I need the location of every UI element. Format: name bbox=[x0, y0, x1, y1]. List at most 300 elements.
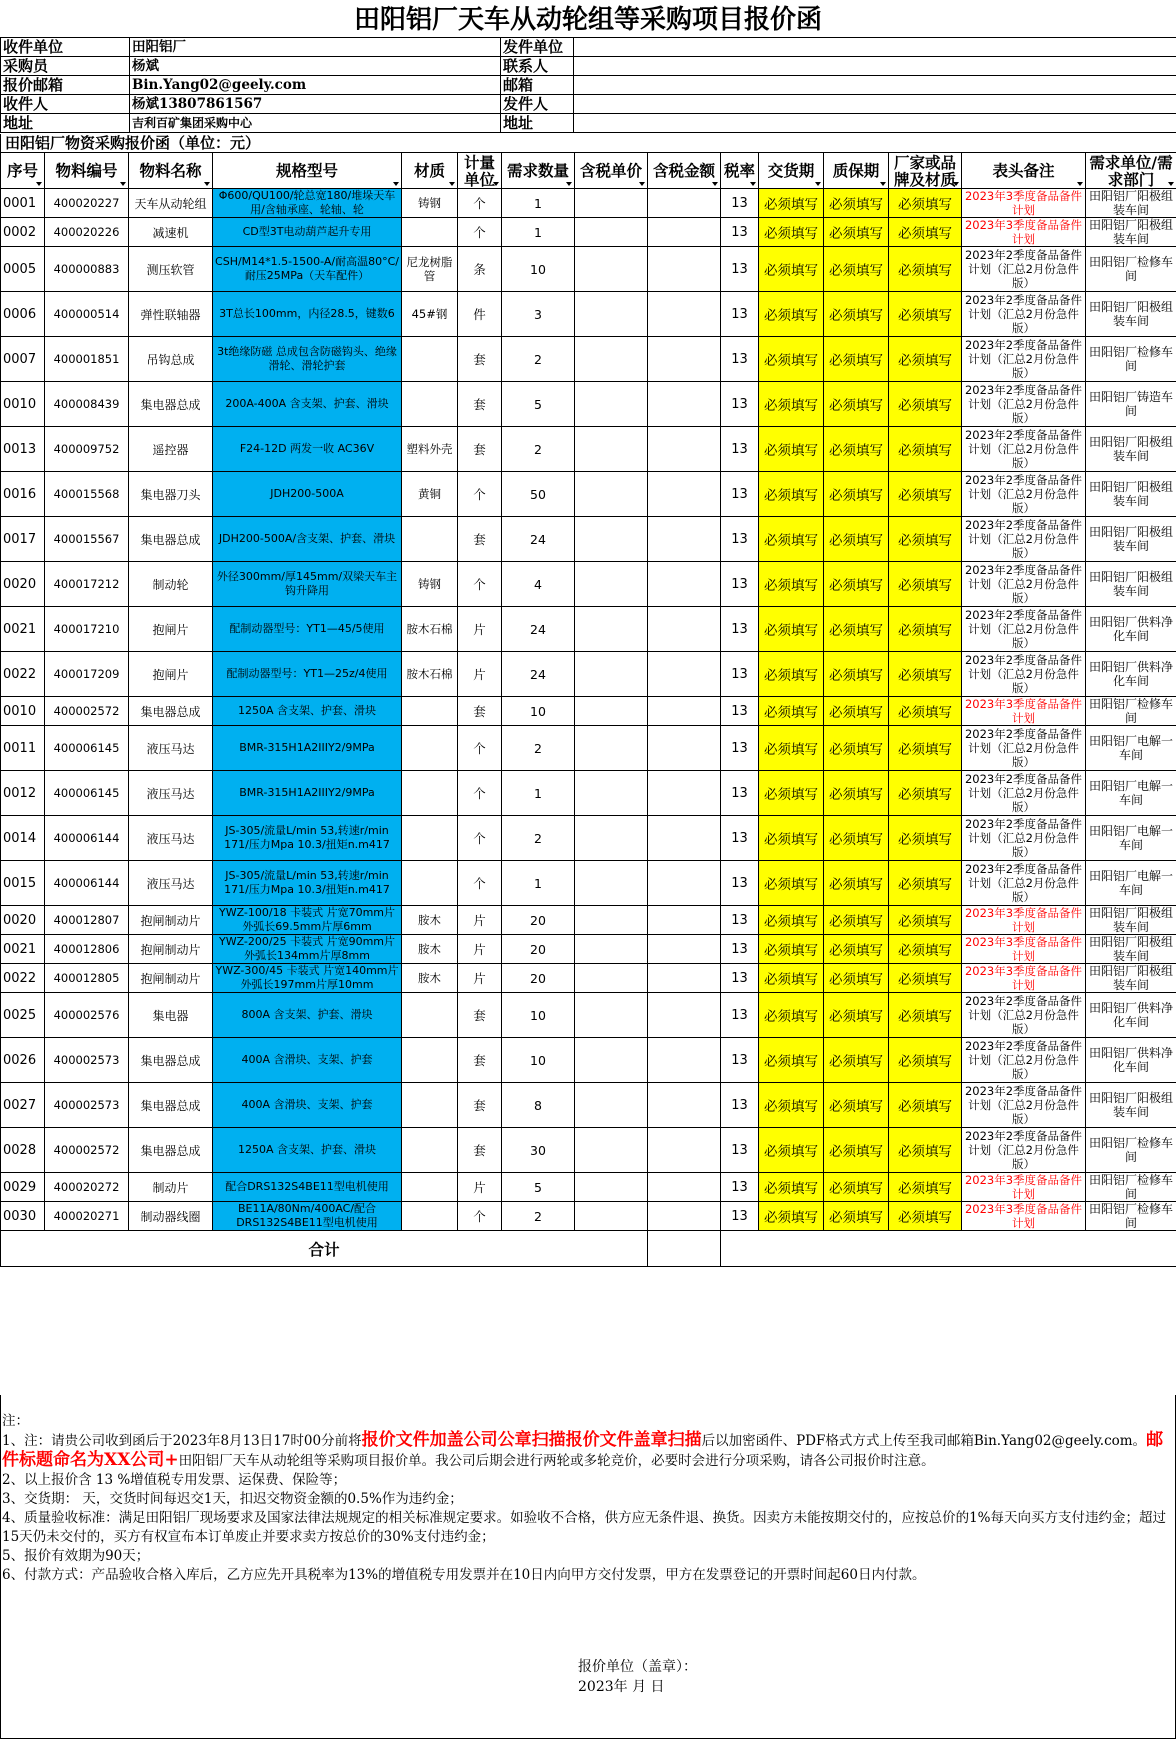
cell-material[interactable] bbox=[402, 337, 458, 382]
filter-dropdown-icon[interactable] bbox=[750, 182, 756, 186]
cell-seq[interactable]: 0022 bbox=[1, 964, 45, 993]
cell-tax[interactable]: 13 bbox=[721, 562, 759, 607]
cell-warranty[interactable]: 必须填写 bbox=[824, 816, 889, 861]
cell-name[interactable]: 制动轮 bbox=[129, 562, 213, 607]
buyer-value[interactable]: 杨斌 bbox=[130, 57, 501, 76]
cell-seq[interactable]: 0022 bbox=[1, 652, 45, 697]
cell-amount[interactable] bbox=[648, 189, 721, 218]
cell-price[interactable] bbox=[575, 472, 648, 517]
cell-qty[interactable]: 1 bbox=[502, 771, 575, 816]
cell-name[interactable]: 集电器总成 bbox=[129, 1038, 213, 1083]
cell-brand[interactable]: 必须填写 bbox=[889, 382, 962, 427]
cell-code[interactable]: 400002572 bbox=[45, 1128, 129, 1173]
cell-qty[interactable]: 5 bbox=[502, 1173, 575, 1202]
cell-seq[interactable]: 0002 bbox=[1, 218, 45, 247]
cell-unit[interactable]: 片 bbox=[458, 652, 502, 697]
cell-warranty[interactable]: 必须填写 bbox=[824, 337, 889, 382]
cell-dept[interactable]: 田阳铝厂供料净化车间 bbox=[1086, 1038, 1176, 1083]
cell-unit[interactable]: 个 bbox=[458, 726, 502, 771]
cell-name[interactable]: 吊钩总成 bbox=[129, 337, 213, 382]
cell-brand[interactable]: 必须填写 bbox=[889, 1038, 962, 1083]
cell-name[interactable]: 集电器总成 bbox=[129, 1083, 213, 1128]
cell-price[interactable] bbox=[575, 1128, 648, 1173]
cell-spec[interactable]: JS-305/流量L/min 53,转速r/min 171/压力Mpa 10.3/扭矩n.m417 bbox=[213, 816, 402, 861]
cell-price[interactable] bbox=[575, 562, 648, 607]
cell-tax[interactable]: 13 bbox=[721, 337, 759, 382]
recipient-value[interactable]: 杨斌13807861567 bbox=[130, 95, 501, 114]
cell-name[interactable]: 测压软管 bbox=[129, 247, 213, 292]
cell-price[interactable] bbox=[575, 771, 648, 816]
cell-name[interactable]: 集电器 bbox=[129, 993, 213, 1038]
cell-note[interactable]: 2023年2季度备品备件计划（汇总2月份急件版） bbox=[962, 1038, 1086, 1083]
cell-note[interactable]: 2023年3季度备品备件计划 bbox=[962, 218, 1086, 247]
cell-unit[interactable]: 件 bbox=[458, 292, 502, 337]
cell-qty[interactable]: 10 bbox=[502, 247, 575, 292]
cell-qty[interactable]: 5 bbox=[502, 382, 575, 427]
cell-name[interactable]: 集电器总成 bbox=[129, 517, 213, 562]
cell-material[interactable] bbox=[402, 1128, 458, 1173]
cell-amount[interactable] bbox=[648, 906, 721, 935]
cell-amount[interactable] bbox=[648, 218, 721, 247]
cell-code[interactable]: 400020271 bbox=[45, 1202, 129, 1231]
cell-name[interactable]: 制动片 bbox=[129, 1173, 213, 1202]
cell-code[interactable]: 400002573 bbox=[45, 1083, 129, 1128]
filter-dropdown-icon[interactable] bbox=[393, 182, 399, 186]
cell-unit[interactable]: 个 bbox=[458, 771, 502, 816]
cell-code[interactable]: 400008439 bbox=[45, 382, 129, 427]
cell-warranty[interactable]: 必须填写 bbox=[824, 472, 889, 517]
cell-tax[interactable]: 13 bbox=[721, 964, 759, 993]
filter-dropdown-icon[interactable] bbox=[815, 182, 821, 186]
filter-dropdown-icon[interactable] bbox=[449, 182, 455, 186]
cell-code[interactable]: 400020227 bbox=[45, 189, 129, 218]
cell-delivery[interactable]: 必须填写 bbox=[759, 697, 824, 726]
cell-warranty[interactable]: 必须填写 bbox=[824, 517, 889, 562]
cell-delivery[interactable]: 必须填写 bbox=[759, 472, 824, 517]
cell-brand[interactable]: 必须填写 bbox=[889, 993, 962, 1038]
cell-note[interactable]: 2023年3季度备品备件计划 bbox=[962, 189, 1086, 218]
cell-amount[interactable] bbox=[648, 652, 721, 697]
cell-tax[interactable]: 13 bbox=[721, 652, 759, 697]
cell-delivery[interactable]: 必须填写 bbox=[759, 726, 824, 771]
cell-warranty[interactable]: 必须填写 bbox=[824, 697, 889, 726]
cell-unit[interactable]: 片 bbox=[458, 1173, 502, 1202]
cell-brand[interactable]: 必须填写 bbox=[889, 247, 962, 292]
cell-spec[interactable]: 配制动器型号：YT1—25z/4使用 bbox=[213, 652, 402, 697]
cell-price[interactable] bbox=[575, 935, 648, 964]
email-value[interactable] bbox=[574, 76, 1176, 95]
cell-seq[interactable]: 0030 bbox=[1, 1202, 45, 1231]
cell-spec[interactable]: BE11A/80Nm/400AC/配合DRS132S4BE11型电机使用 bbox=[213, 1202, 402, 1231]
cell-code[interactable]: 400009752 bbox=[45, 427, 129, 472]
cell-note[interactable]: 2023年3季度备品备件计划 bbox=[962, 935, 1086, 964]
cell-dept[interactable]: 田阳铝厂阳极组装车间 bbox=[1086, 427, 1176, 472]
cell-delivery[interactable]: 必须填写 bbox=[759, 189, 824, 218]
cell-dept[interactable]: 田阳铝厂供料净化车间 bbox=[1086, 652, 1176, 697]
col-seq-header[interactable] bbox=[1, 153, 45, 189]
cell-amount[interactable] bbox=[648, 562, 721, 607]
cell-price[interactable] bbox=[575, 1173, 648, 1202]
col-delivery-header[interactable] bbox=[759, 153, 824, 189]
cell-delivery[interactable]: 必须填写 bbox=[759, 816, 824, 861]
col-dept-header[interactable] bbox=[1086, 153, 1176, 189]
cell-material[interactable] bbox=[402, 726, 458, 771]
cell-qty[interactable]: 4 bbox=[502, 562, 575, 607]
cell-seq[interactable]: 0013 bbox=[1, 427, 45, 472]
filter-dropdown-icon[interactable] bbox=[120, 182, 126, 186]
cell-seq[interactable]: 0029 bbox=[1, 1173, 45, 1202]
cell-note[interactable]: 2023年2季度备品备件计划（汇总2月份急件版） bbox=[962, 652, 1086, 697]
cell-material[interactable] bbox=[402, 517, 458, 562]
cell-delivery[interactable]: 必须填写 bbox=[759, 337, 824, 382]
cell-code[interactable]: 400001851 bbox=[45, 337, 129, 382]
cell-brand[interactable]: 必须填写 bbox=[889, 771, 962, 816]
filter-dropdown-icon[interactable] bbox=[1168, 182, 1174, 186]
cell-delivery[interactable]: 必须填写 bbox=[759, 517, 824, 562]
cell-note[interactable]: 2023年2季度备品备件计划（汇总2月份急件版） bbox=[962, 427, 1086, 472]
cell-tax[interactable]: 13 bbox=[721, 382, 759, 427]
filter-dropdown-icon[interactable] bbox=[36, 182, 42, 186]
cell-name[interactable]: 天车从动轮组 bbox=[129, 189, 213, 218]
cell-price[interactable] bbox=[575, 382, 648, 427]
cell-delivery[interactable]: 必须填写 bbox=[759, 964, 824, 993]
cell-qty[interactable]: 24 bbox=[502, 652, 575, 697]
cell-spec[interactable]: 400A 含滑块、支架、护套 bbox=[213, 1083, 402, 1128]
cell-spec[interactable]: YWZ-100/18 卡装式 片宽70mm片外弧长69.5mm片厚6mm bbox=[213, 906, 402, 935]
cell-note[interactable]: 2023年2季度备品备件计划（汇总2月份急件版） bbox=[962, 337, 1086, 382]
cell-name[interactable]: 液压马达 bbox=[129, 771, 213, 816]
cell-dept[interactable]: 田阳铝厂阳极组装车间 bbox=[1086, 562, 1176, 607]
cell-qty[interactable]: 2 bbox=[502, 427, 575, 472]
cell-dept[interactable]: 田阳铝厂阳极组装车间 bbox=[1086, 964, 1176, 993]
cell-brand[interactable]: 必须填写 bbox=[889, 607, 962, 652]
cell-price[interactable] bbox=[575, 964, 648, 993]
cell-seq[interactable]: 0026 bbox=[1, 1038, 45, 1083]
col-qty-header[interactable] bbox=[502, 153, 575, 189]
cell-name[interactable]: 抱闸制动片 bbox=[129, 906, 213, 935]
cell-delivery[interactable]: 必须填写 bbox=[759, 427, 824, 472]
cell-delivery[interactable]: 必须填写 bbox=[759, 1202, 824, 1231]
cell-material[interactable]: 胺木 bbox=[402, 964, 458, 993]
cell-tax[interactable]: 13 bbox=[721, 247, 759, 292]
contact-value[interactable] bbox=[574, 57, 1176, 76]
cell-tax[interactable]: 13 bbox=[721, 993, 759, 1038]
cell-qty[interactable]: 10 bbox=[502, 993, 575, 1038]
cell-brand[interactable]: 必须填写 bbox=[889, 1202, 962, 1231]
cell-code[interactable]: 400002573 bbox=[45, 1038, 129, 1083]
cell-warranty[interactable]: 必须填写 bbox=[824, 562, 889, 607]
cell-name[interactable]: 液压马达 bbox=[129, 816, 213, 861]
filter-dropdown-icon[interactable] bbox=[712, 182, 718, 186]
cell-warranty[interactable]: 必须填写 bbox=[824, 771, 889, 816]
cell-spec[interactable]: 外径300mm/厚145mm/双梁天车主钩升降用 bbox=[213, 562, 402, 607]
cell-note[interactable]: 2023年2季度备品备件计划（汇总2月份急件版） bbox=[962, 726, 1086, 771]
cell-spec[interactable]: F24-12D 两发一收 AC36V bbox=[213, 427, 402, 472]
cell-qty[interactable]: 30 bbox=[502, 1128, 575, 1173]
cell-tax[interactable]: 13 bbox=[721, 472, 759, 517]
cell-warranty[interactable]: 必须填写 bbox=[824, 993, 889, 1038]
cell-spec[interactable]: JS-305/流量L/min 53,转速r/min 171/压力Mpa 10.3/扭矩n.m417 bbox=[213, 861, 402, 906]
cell-note[interactable]: 2023年2季度备品备件计划（汇总2月份急件版） bbox=[962, 771, 1086, 816]
cell-dept[interactable]: 田阳铝厂检修车间 bbox=[1086, 1173, 1176, 1202]
cell-amount[interactable] bbox=[648, 993, 721, 1038]
cell-warranty[interactable]: 必须填写 bbox=[824, 1038, 889, 1083]
cell-price[interactable] bbox=[575, 1038, 648, 1083]
cell-seq[interactable]: 0027 bbox=[1, 1083, 45, 1128]
cell-code[interactable]: 400000514 bbox=[45, 292, 129, 337]
cell-material[interactable]: 胺木 bbox=[402, 906, 458, 935]
filter-dropdown-icon[interactable] bbox=[880, 182, 886, 186]
cell-spec[interactable]: CSH/M14*1.5-1500-A/耐高温80°C/耐压25MPa（天车配件） bbox=[213, 247, 402, 292]
cell-qty[interactable]: 10 bbox=[502, 697, 575, 726]
cell-price[interactable] bbox=[575, 218, 648, 247]
col-spec-header[interactable] bbox=[213, 153, 402, 189]
cell-dept[interactable]: 田阳铝厂阳极组装车间 bbox=[1086, 189, 1176, 218]
cell-name[interactable]: 液压马达 bbox=[129, 861, 213, 906]
cell-note[interactable]: 2023年3季度备品备件计划 bbox=[962, 964, 1086, 993]
cell-name[interactable]: 集电器总成 bbox=[129, 1128, 213, 1173]
cell-name[interactable]: 抱闸片 bbox=[129, 652, 213, 697]
cell-dept[interactable]: 田阳铝厂铸造车间 bbox=[1086, 382, 1176, 427]
cell-code[interactable]: 400012806 bbox=[45, 935, 129, 964]
filter-dropdown-icon[interactable] bbox=[493, 182, 499, 186]
cell-amount[interactable] bbox=[648, 935, 721, 964]
cell-amount[interactable] bbox=[648, 964, 721, 993]
cell-code[interactable]: 400002576 bbox=[45, 993, 129, 1038]
cell-price[interactable] bbox=[575, 993, 648, 1038]
cell-name[interactable]: 制动器线圈 bbox=[129, 1202, 213, 1231]
cell-spec[interactable]: 200A-400A 含支架、护套、滑块 bbox=[213, 382, 402, 427]
cell-material[interactable]: 胺木石棉 bbox=[402, 607, 458, 652]
cell-tax[interactable]: 13 bbox=[721, 427, 759, 472]
cell-delivery[interactable]: 必须填写 bbox=[759, 247, 824, 292]
cell-material[interactable]: 塑料外壳 bbox=[402, 427, 458, 472]
cell-tax[interactable]: 13 bbox=[721, 697, 759, 726]
cell-unit[interactable]: 片 bbox=[458, 607, 502, 652]
cell-amount[interactable] bbox=[648, 247, 721, 292]
cell-note[interactable]: 2023年2季度备品备件计划（汇总2月份急件版） bbox=[962, 382, 1086, 427]
cell-dept[interactable]: 田阳铝厂阳极组装车间 bbox=[1086, 292, 1176, 337]
address2-value[interactable] bbox=[574, 114, 1176, 133]
cell-tax[interactable]: 13 bbox=[721, 1128, 759, 1173]
cell-price[interactable] bbox=[575, 816, 648, 861]
cell-code[interactable]: 400006144 bbox=[45, 861, 129, 906]
cell-qty[interactable]: 24 bbox=[502, 607, 575, 652]
cell-delivery[interactable]: 必须填写 bbox=[759, 607, 824, 652]
cell-code[interactable]: 400020272 bbox=[45, 1173, 129, 1202]
cell-spec[interactable]: 800A 含支架、护套、滑块 bbox=[213, 993, 402, 1038]
cell-qty[interactable]: 1 bbox=[502, 218, 575, 247]
cell-material[interactable] bbox=[402, 861, 458, 906]
cell-note[interactable]: 2023年2季度备品备件计划（汇总2月份急件版） bbox=[962, 1083, 1086, 1128]
quote-email-value[interactable]: Bin.Yang02@geely.com bbox=[130, 76, 501, 95]
cell-warranty[interactable]: 必须填写 bbox=[824, 906, 889, 935]
cell-unit[interactable]: 套 bbox=[458, 337, 502, 382]
cell-spec[interactable]: CD型3T电动葫芦起升专用 bbox=[213, 218, 402, 247]
cell-seq[interactable]: 0010 bbox=[1, 382, 45, 427]
cell-note[interactable]: 2023年3季度备品备件计划 bbox=[962, 1202, 1086, 1231]
cell-delivery[interactable]: 必须填写 bbox=[759, 1128, 824, 1173]
cell-tax[interactable]: 13 bbox=[721, 816, 759, 861]
cell-spec[interactable]: 3t绝缘防磁 总成包含防磁钩头、绝缘滑轮、滑轮护套 bbox=[213, 337, 402, 382]
cell-material[interactable]: 铸钢 bbox=[402, 189, 458, 218]
cell-code[interactable]: 400012805 bbox=[45, 964, 129, 993]
col-price-header[interactable] bbox=[575, 153, 648, 189]
cell-material[interactable]: 45#钢 bbox=[402, 292, 458, 337]
cell-dept[interactable]: 田阳铝厂检修车间 bbox=[1086, 1128, 1176, 1173]
cell-unit[interactable]: 个 bbox=[458, 189, 502, 218]
cell-dept[interactable]: 田阳铝厂检修车间 bbox=[1086, 337, 1176, 382]
cell-note[interactable]: 2023年2季度备品备件计划（汇总2月份急件版） bbox=[962, 816, 1086, 861]
cell-amount[interactable] bbox=[648, 771, 721, 816]
cell-amount[interactable] bbox=[648, 1202, 721, 1231]
cell-name[interactable]: 减速机 bbox=[129, 218, 213, 247]
cell-unit[interactable]: 套 bbox=[458, 1083, 502, 1128]
cell-warranty[interactable]: 必须填写 bbox=[824, 652, 889, 697]
cell-code[interactable]: 400020226 bbox=[45, 218, 129, 247]
cell-brand[interactable]: 必须填写 bbox=[889, 337, 962, 382]
cell-name[interactable]: 抱闸片 bbox=[129, 607, 213, 652]
cell-tax[interactable]: 13 bbox=[721, 1202, 759, 1231]
cell-price[interactable] bbox=[575, 247, 648, 292]
cell-dept[interactable]: 田阳铝厂阳极组装车间 bbox=[1086, 906, 1176, 935]
cell-amount[interactable] bbox=[648, 517, 721, 562]
cell-warranty[interactable]: 必须填写 bbox=[824, 189, 889, 218]
cell-amount[interactable] bbox=[648, 607, 721, 652]
cell-amount[interactable] bbox=[648, 697, 721, 726]
cell-warranty[interactable]: 必须填写 bbox=[824, 292, 889, 337]
cell-brand[interactable]: 必须填写 bbox=[889, 906, 962, 935]
cell-brand[interactable]: 必须填写 bbox=[889, 1173, 962, 1202]
cell-price[interactable] bbox=[575, 189, 648, 218]
cell-amount[interactable] bbox=[648, 816, 721, 861]
cell-material[interactable] bbox=[402, 218, 458, 247]
cell-note[interactable]: 2023年3季度备品备件计划 bbox=[962, 1173, 1086, 1202]
cell-note[interactable]: 2023年3季度备品备件计划 bbox=[962, 697, 1086, 726]
cell-dept[interactable]: 田阳铝厂检修车间 bbox=[1086, 1202, 1176, 1231]
cell-tax[interactable]: 13 bbox=[721, 218, 759, 247]
cell-code[interactable]: 400002572 bbox=[45, 697, 129, 726]
cell-warranty[interactable]: 必须填写 bbox=[824, 607, 889, 652]
cell-seq[interactable]: 0011 bbox=[1, 726, 45, 771]
cell-unit[interactable]: 个 bbox=[458, 472, 502, 517]
cell-unit[interactable]: 片 bbox=[458, 935, 502, 964]
cell-amount[interactable] bbox=[648, 292, 721, 337]
cell-tax[interactable]: 13 bbox=[721, 726, 759, 771]
cell-code[interactable]: 400006145 bbox=[45, 771, 129, 816]
cell-qty[interactable]: 3 bbox=[502, 292, 575, 337]
cell-qty[interactable]: 20 bbox=[502, 906, 575, 935]
cell-tax[interactable]: 13 bbox=[721, 607, 759, 652]
cell-note[interactable]: 2023年2季度备品备件计划（汇总2月份急件版） bbox=[962, 472, 1086, 517]
cell-delivery[interactable]: 必须填写 bbox=[759, 993, 824, 1038]
cell-brand[interactable]: 必须填写 bbox=[889, 189, 962, 218]
cell-amount[interactable] bbox=[648, 337, 721, 382]
cell-amount[interactable] bbox=[648, 726, 721, 771]
cell-qty[interactable]: 20 bbox=[502, 964, 575, 993]
cell-brand[interactable]: 必须填写 bbox=[889, 697, 962, 726]
cell-code[interactable]: 400012807 bbox=[45, 906, 129, 935]
cell-name[interactable]: 集电器总成 bbox=[129, 697, 213, 726]
cell-dept[interactable]: 田阳铝厂电解一车间 bbox=[1086, 816, 1176, 861]
cell-code[interactable]: 400006145 bbox=[45, 726, 129, 771]
cell-code[interactable]: 400017209 bbox=[45, 652, 129, 697]
cell-unit[interactable]: 套 bbox=[458, 517, 502, 562]
cell-material[interactable] bbox=[402, 697, 458, 726]
cell-dept[interactable]: 田阳铝厂检修车间 bbox=[1086, 697, 1176, 726]
cell-unit[interactable]: 套 bbox=[458, 1128, 502, 1173]
cell-seq[interactable]: 0014 bbox=[1, 816, 45, 861]
cell-seq[interactable]: 0015 bbox=[1, 861, 45, 906]
cell-note[interactable]: 2023年2季度备品备件计划（汇总2月份急件版） bbox=[962, 562, 1086, 607]
cell-amount[interactable] bbox=[648, 861, 721, 906]
cell-brand[interactable]: 必须填写 bbox=[889, 292, 962, 337]
cell-seq[interactable]: 0021 bbox=[1, 935, 45, 964]
cell-price[interactable] bbox=[575, 292, 648, 337]
cell-material[interactable]: 尼龙树脂管 bbox=[402, 247, 458, 292]
cell-tax[interactable]: 13 bbox=[721, 906, 759, 935]
cell-brand[interactable]: 必须填写 bbox=[889, 652, 962, 697]
cell-note[interactable]: 2023年3季度备品备件计划 bbox=[962, 906, 1086, 935]
cell-spec[interactable]: BMR-315H1A2IIIY2/9MPa bbox=[213, 726, 402, 771]
cell-name[interactable]: 集电器刀头 bbox=[129, 472, 213, 517]
cell-note[interactable]: 2023年2季度备品备件计划（汇总2月份急件版） bbox=[962, 861, 1086, 906]
cell-qty[interactable]: 8 bbox=[502, 1083, 575, 1128]
cell-unit[interactable]: 个 bbox=[458, 861, 502, 906]
col-material-header[interactable] bbox=[402, 153, 458, 189]
cell-dept[interactable]: 田阳铝厂阳极组装车间 bbox=[1086, 935, 1176, 964]
cell-material[interactable] bbox=[402, 816, 458, 861]
cell-name[interactable]: 抱闸制动片 bbox=[129, 935, 213, 964]
cell-amount[interactable] bbox=[648, 1173, 721, 1202]
cell-warranty[interactable]: 必须填写 bbox=[824, 1173, 889, 1202]
col-note-header[interactable] bbox=[962, 153, 1086, 189]
cell-price[interactable] bbox=[575, 1202, 648, 1231]
cell-material[interactable] bbox=[402, 382, 458, 427]
cell-qty[interactable]: 2 bbox=[502, 337, 575, 382]
cell-seq[interactable]: 0010 bbox=[1, 697, 45, 726]
col-tax-header[interactable] bbox=[721, 153, 759, 189]
cell-warranty[interactable]: 必须填写 bbox=[824, 1128, 889, 1173]
cell-code[interactable]: 400017210 bbox=[45, 607, 129, 652]
cell-price[interactable] bbox=[575, 427, 648, 472]
cell-brand[interactable]: 必须填写 bbox=[889, 218, 962, 247]
cell-code[interactable]: 400015567 bbox=[45, 517, 129, 562]
cell-material[interactable] bbox=[402, 1202, 458, 1231]
cell-name[interactable]: 弹性联轴器 bbox=[129, 292, 213, 337]
cell-warranty[interactable]: 必须填写 bbox=[824, 861, 889, 906]
filter-dropdown-icon[interactable] bbox=[953, 182, 959, 186]
cell-brand[interactable]: 必须填写 bbox=[889, 517, 962, 562]
cell-price[interactable] bbox=[575, 726, 648, 771]
cell-unit[interactable]: 个 bbox=[458, 218, 502, 247]
cell-tax[interactable]: 13 bbox=[721, 1173, 759, 1202]
cell-code[interactable]: 400000883 bbox=[45, 247, 129, 292]
cell-spec[interactable]: JDH200-500A bbox=[213, 472, 402, 517]
cell-warranty[interactable]: 必须填写 bbox=[824, 1083, 889, 1128]
cell-dept[interactable]: 田阳铝厂阳极组装车间 bbox=[1086, 1083, 1176, 1128]
cell-seq[interactable]: 0028 bbox=[1, 1128, 45, 1173]
cell-unit[interactable]: 片 bbox=[458, 964, 502, 993]
cell-seq[interactable]: 0016 bbox=[1, 472, 45, 517]
cell-brand[interactable]: 必须填写 bbox=[889, 964, 962, 993]
cell-tax[interactable]: 13 bbox=[721, 935, 759, 964]
cell-note[interactable]: 2023年2季度备品备件计划（汇总2月份急件版） bbox=[962, 993, 1086, 1038]
cell-delivery[interactable]: 必须填写 bbox=[759, 906, 824, 935]
cell-delivery[interactable]: 必须填写 bbox=[759, 218, 824, 247]
cell-brand[interactable]: 必须填写 bbox=[889, 861, 962, 906]
cell-price[interactable] bbox=[575, 607, 648, 652]
